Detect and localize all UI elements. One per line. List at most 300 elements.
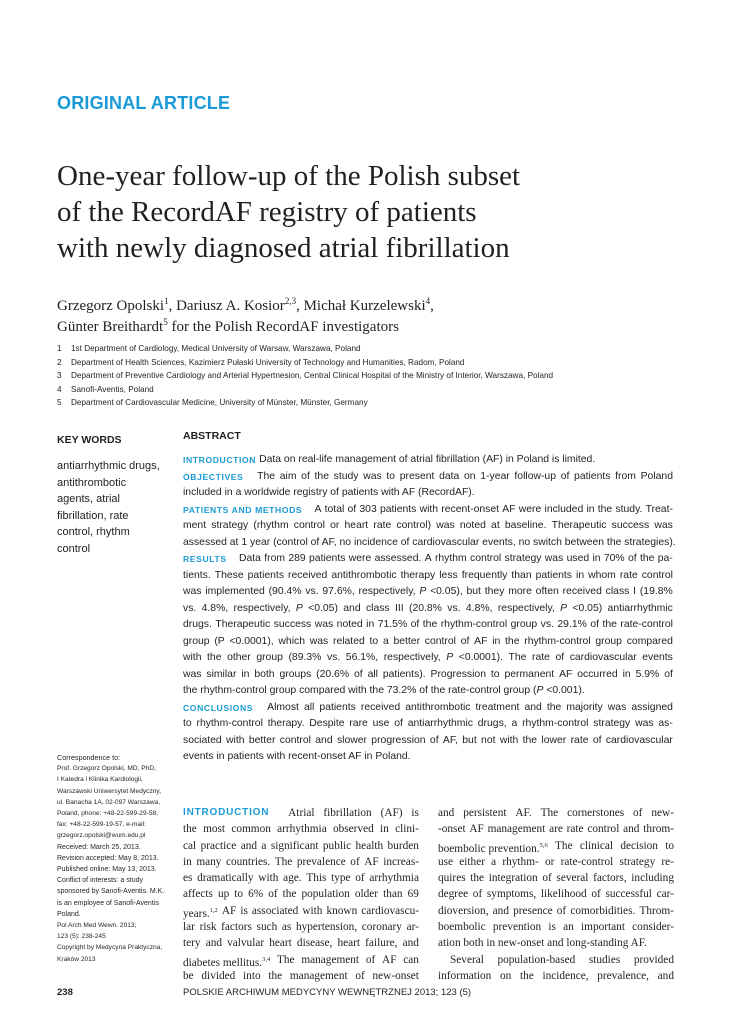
- word: control): [396, 520, 432, 531]
- word: permanent: [504, 668, 555, 680]
- word: with: [419, 503, 439, 515]
- author: , Michał Kurzelewski: [296, 298, 426, 314]
- word: divided: [201, 969, 236, 982]
- body-text: boembolic prevention.: [438, 842, 540, 855]
- affiliation-text: Department of Cardiovascular Medicine, University of Münster, Münster, Germany: [71, 398, 368, 408]
- word: A: [314, 503, 322, 515]
- word: progression: [371, 734, 426, 746]
- affiliation: [57, 356, 697, 370]
- word: P: [446, 652, 454, 663]
- word: was: [654, 520, 673, 531]
- word: 29.1%: [557, 619, 587, 630]
- word: pa-: [657, 553, 673, 564]
- correspondence-line: I Katedra i Klinika Kardiologii,: [57, 776, 143, 784]
- affiliation-number: 3: [57, 371, 62, 381]
- word: (19.8%: [639, 586, 673, 597]
- word: The: [257, 470, 276, 482]
- word: rate: [373, 520, 392, 531]
- word: other: [227, 652, 251, 663]
- word: 4.8%,: [201, 602, 229, 614]
- word: implemented: [205, 586, 265, 597]
- word: type: [331, 872, 351, 885]
- word: A: [424, 553, 432, 564]
- word: group: [183, 635, 210, 647]
- word: to: [234, 888, 244, 901]
- word: rhythm-control: [524, 635, 591, 647]
- word: likelihood: [540, 888, 587, 901]
- word: patients: [319, 701, 356, 713]
- word: control: [424, 635, 456, 647]
- affiliation: [57, 369, 697, 383]
- word: practice: [200, 839, 237, 852]
- word: the: [183, 823, 197, 836]
- word: AF.: [515, 807, 532, 819]
- word: P: [295, 602, 303, 614]
- correspondence-email: grzegorz.opolski@wum.edu.pl: [57, 832, 146, 840]
- word: in: [492, 635, 501, 647]
- affiliation-text: 1st Department of Cardiology, Medical University of Warsaw, Warszawa, Poland: [71, 344, 361, 353]
- word: of: [592, 734, 602, 746]
- word: integration: [488, 872, 538, 885]
- word: P: [560, 602, 568, 614]
- word: heart: [269, 937, 292, 950]
- word: risk: [199, 921, 217, 934]
- word: boembolic: [438, 921, 486, 934]
- word: several: [556, 872, 589, 885]
- word: cornerstones: [567, 807, 625, 819]
- word: success: [273, 619, 312, 630]
- word: 1-year: [480, 470, 510, 482]
- word: car-: [656, 888, 674, 901]
- word: to: [490, 668, 500, 680]
- body-line: [183, 838, 419, 854]
- body-line: [438, 968, 674, 984]
- abstract-line: [183, 452, 673, 469]
- word: increas-: [383, 855, 419, 868]
- word: the: [546, 701, 562, 713]
- word: (AF): [380, 807, 403, 819]
- word: can: [403, 953, 419, 966]
- word: management: [487, 823, 546, 836]
- abstract-text: assessed at 1 year (control of AF, no incidence of cardiovascular events, no switch between the strategies).: [183, 536, 676, 548]
- word: control: [293, 520, 325, 531]
- word: public: [322, 839, 352, 852]
- citation-ref: 5,6: [539, 841, 548, 849]
- word: of: [591, 888, 601, 901]
- affiliation-number: 2: [57, 357, 62, 367]
- word: (89.3%: [288, 652, 322, 663]
- word: of: [460, 635, 470, 647]
- word: better: [248, 734, 276, 746]
- abstract-label: RESULTS: [183, 554, 227, 564]
- word: health: [355, 839, 384, 852]
- word: rhythm: [434, 553, 467, 564]
- word: The: [274, 855, 293, 868]
- word: than: [511, 569, 532, 581]
- affiliation-number: 5: [57, 398, 62, 408]
- word: was: [314, 619, 334, 630]
- word: all: [367, 668, 378, 680]
- word: 71.5%: [377, 619, 408, 630]
- word: vs.: [447, 602, 461, 614]
- word: treatment: [475, 701, 520, 713]
- word: of: [627, 553, 637, 564]
- word: and: [492, 904, 509, 917]
- word: a: [261, 839, 267, 852]
- abstract-line: [183, 683, 673, 700]
- affiliation-text: Department of Health Sciences, Kazimierz Pułaski University of Technology and Humanities, Radom, Poland: [71, 357, 465, 367]
- word: <0.0001).: [458, 652, 503, 663]
- abstract-body: [183, 452, 676, 766]
- body-column-right: [438, 805, 674, 984]
- word: class: [605, 586, 630, 597]
- word: Treat-: [645, 503, 673, 515]
- word: sociated: [183, 734, 222, 746]
- word: (20.8%: [409, 602, 442, 614]
- author-sep: ,: [430, 298, 434, 314]
- word: but: [462, 734, 477, 746]
- word: antiarrhythmic: [607, 602, 673, 614]
- word: fibrillation: [323, 807, 372, 819]
- abstract-label-introduction: INTRODUCTION: [183, 455, 257, 465]
- keywords-list: [57, 458, 167, 557]
- word: respectively,: [383, 652, 441, 663]
- title-line: with newly diagnosed atrial fibrillation: [57, 232, 510, 264]
- copyright-line: Copyright by Medycyna Praktyczna,: [57, 944, 163, 952]
- abstract-text: included in a worldwide registry of patients with AF (RecordAF).: [183, 487, 475, 498]
- body-line: [438, 838, 674, 854]
- abstract-line: [183, 502, 673, 519]
- keyword-line: antiarrhythmic drugs,: [57, 460, 160, 472]
- word: of: [355, 872, 365, 885]
- word: prevalence,: [597, 969, 649, 982]
- word: strategy: [211, 520, 249, 531]
- word: be: [183, 969, 194, 982]
- abstract-line: [183, 700, 673, 717]
- word: rate-control: [560, 855, 614, 868]
- word: degree: [438, 888, 469, 901]
- word: to: [665, 839, 674, 852]
- word: (20.6%: [316, 668, 350, 680]
- word: of: [560, 470, 570, 482]
- word: factors: [221, 921, 252, 934]
- word: of: [472, 888, 483, 901]
- body-line: [183, 903, 419, 919]
- word: control: [279, 734, 311, 746]
- word: AF: [469, 823, 484, 836]
- word: of: [394, 718, 403, 729]
- word: a: [382, 635, 389, 647]
- word: study: [333, 470, 359, 482]
- word: control: [641, 569, 673, 581]
- author: , Dariusz A. Kosior: [168, 298, 285, 314]
- intro-label: INTRODUCTION: [183, 807, 270, 818]
- word: respectively,: [233, 602, 291, 614]
- word: III: [394, 602, 404, 614]
- word: antithrombotic: [331, 569, 397, 581]
- word: to: [183, 718, 192, 729]
- word: patients).: [382, 668, 426, 680]
- word: Several: [450, 953, 484, 966]
- word: the: [522, 734, 538, 746]
- word: is: [411, 807, 419, 819]
- affiliation: [57, 342, 697, 356]
- word: in: [592, 553, 601, 564]
- word: with: [499, 734, 519, 746]
- author-affil: 2,3: [284, 296, 297, 306]
- word: more: [508, 586, 532, 597]
- word: re-: [661, 855, 674, 868]
- word: to: [369, 635, 379, 647]
- correspondence-line: Prof. Grzegorz Opolski, MD, PhD,: [57, 765, 156, 773]
- word: P: [419, 586, 427, 597]
- word: strategy: [593, 718, 631, 729]
- word: the: [282, 888, 297, 901]
- word: 303: [359, 503, 377, 515]
- word: age.: [283, 872, 302, 885]
- word: (90.4%: [268, 586, 302, 597]
- word: events: [642, 652, 673, 663]
- word: therapy.: [267, 718, 305, 729]
- word: of: [353, 668, 363, 680]
- word: either: [459, 855, 485, 868]
- word: with: [258, 872, 279, 885]
- word: rate: [619, 569, 638, 581]
- word: of: [664, 668, 673, 680]
- word: compared: [626, 635, 673, 647]
- word: the: [314, 470, 329, 482]
- abstract-text: the rhythm-control group compared with the 73.2% of the rate-control group (P <0.001).: [183, 685, 585, 696]
- word: es: [183, 872, 193, 885]
- word: burden: [387, 839, 419, 852]
- word: group: [510, 619, 538, 630]
- word: factors,: [593, 872, 627, 885]
- word: from: [615, 470, 636, 482]
- affiliation: [57, 396, 697, 410]
- word: population: [301, 888, 350, 901]
- word: of: [555, 652, 565, 663]
- title-line: One-year follow-up of the Polish subset: [57, 160, 521, 192]
- word: assessed.: [374, 553, 422, 564]
- published-date: Published online: May 13, 2013.: [57, 866, 157, 874]
- correspondence-heading: Correspondence to:: [57, 753, 121, 762]
- word: into: [243, 969, 261, 982]
- affiliations: [57, 342, 697, 410]
- word: received: [288, 569, 328, 581]
- word: information: [438, 969, 492, 982]
- word: provided: [633, 953, 674, 966]
- word: These: [214, 569, 244, 581]
- abstract-line: [183, 601, 673, 618]
- word: arrhythmia: [369, 872, 419, 885]
- word: <0.0001),: [229, 635, 274, 647]
- word: valvular: [227, 937, 265, 950]
- word: a: [491, 855, 497, 868]
- body-line: [438, 805, 674, 821]
- word: received: [562, 586, 602, 597]
- word: management: [289, 969, 348, 982]
- word: both: [254, 668, 275, 680]
- word: was: [183, 586, 202, 597]
- word: baseline.: [504, 520, 547, 531]
- word: the: [422, 619, 438, 630]
- word: of: [355, 969, 365, 982]
- word: cardiovascular: [569, 652, 637, 663]
- word: data: [439, 470, 460, 482]
- word: 5.9%: [635, 668, 660, 680]
- word: patients: [379, 503, 417, 515]
- word: the: [602, 619, 617, 630]
- keyword-line: fibrillation, rate: [57, 509, 129, 522]
- word: tients.: [183, 569, 211, 581]
- correspondence-line: Poland, phone: +48-22-599-29-58,: [57, 810, 158, 818]
- word: but: [466, 586, 481, 597]
- word: important: [581, 921, 625, 934]
- word: respectively,: [358, 586, 416, 597]
- word: the: [639, 553, 655, 564]
- word: Poland: [640, 470, 673, 482]
- word: of: [350, 855, 360, 868]
- word: and: [623, 823, 640, 836]
- word: recent-onset: [441, 503, 500, 515]
- word: were: [348, 553, 372, 564]
- word: most: [203, 823, 226, 836]
- word: on: [464, 470, 476, 482]
- word: in: [366, 619, 375, 630]
- word: arrhythmia: [277, 823, 327, 836]
- word: rate: [570, 734, 589, 746]
- word: the: [519, 969, 534, 982]
- word: rate: [566, 823, 584, 836]
- word: whom: [588, 569, 616, 581]
- word: strategy: [504, 553, 542, 564]
- body-line: [438, 821, 674, 837]
- correspondence-line: ul. Banacha 1A, 02-097 Warszawa,: [57, 798, 161, 806]
- word: all: [303, 701, 315, 713]
- word: AF: [502, 503, 516, 515]
- word: and: [524, 701, 542, 713]
- page-number: 238: [57, 987, 73, 998]
- correspondence-line: fax: +48-22-599-19-57, e-mail:: [57, 821, 146, 829]
- word: or: [544, 855, 555, 868]
- word: AF: [221, 904, 237, 917]
- title-line: of the RecordAF registry of patients: [57, 196, 477, 228]
- keyword-line: control, rhythm: [57, 526, 130, 538]
- word: management: [301, 953, 360, 966]
- word: throm-: [643, 823, 674, 836]
- word: patients: [247, 569, 285, 581]
- section-label: ORIGINAL ARTICLE: [57, 93, 231, 113]
- abstract-line: [183, 535, 676, 552]
- word: as: [281, 921, 292, 934]
- word: vs.: [305, 586, 319, 597]
- word: similar: [206, 668, 237, 680]
- word: of: [347, 503, 357, 515]
- body-line: [183, 952, 419, 968]
- word: and: [657, 969, 674, 982]
- word: ar-: [406, 921, 419, 934]
- word: groups: [279, 668, 312, 680]
- word: successful: [605, 888, 652, 901]
- word: rhythm-control: [522, 718, 589, 729]
- word: than: [383, 888, 403, 901]
- word: studies: [588, 953, 621, 966]
- word: The: [276, 953, 295, 966]
- word: vs.: [326, 652, 341, 663]
- word: better: [393, 635, 421, 647]
- word: with: [183, 652, 202, 663]
- word: the: [597, 503, 613, 515]
- word: prevalence: [296, 855, 346, 868]
- word: group: [595, 635, 622, 647]
- word: I: [633, 586, 637, 597]
- word: Atrial: [288, 807, 315, 819]
- word: the: [505, 635, 520, 647]
- abstract-text: events in patients with recent-onset AF in Poland.: [183, 751, 411, 762]
- word: The: [555, 839, 573, 852]
- abstract-label: CONCLUSIONS: [183, 702, 254, 713]
- keyword-line: antithrombotic: [57, 476, 127, 489]
- abstract-line: [183, 584, 673, 601]
- word: <0.05): [308, 602, 338, 614]
- word: of: [556, 904, 567, 917]
- abstract-line: [183, 485, 673, 502]
- word: population-based: [497, 953, 576, 966]
- word: AF: [364, 855, 379, 868]
- word: tery: [183, 937, 201, 950]
- word: The: [508, 652, 527, 663]
- word: antithrombotic: [405, 701, 471, 713]
- word: clinical: [579, 839, 614, 852]
- citation-line: 123 (5): 238-245: [57, 933, 106, 941]
- word: rate-control: [620, 619, 673, 630]
- word: frequently: [461, 569, 508, 581]
- word: heart: [344, 520, 369, 531]
- word: Progression: [430, 668, 486, 680]
- word: success: [611, 520, 650, 531]
- word: often: [535, 586, 559, 597]
- word: rhythm-control: [196, 718, 263, 729]
- word: they: [484, 586, 505, 597]
- word: ment: [183, 520, 207, 531]
- correspondence-line: Warszawski Uniwersytet Medyczny,: [57, 787, 162, 795]
- word: from: [264, 553, 286, 564]
- abstract-line: [183, 617, 673, 634]
- word: presence: [513, 904, 553, 917]
- word: and: [438, 807, 455, 819]
- word: aim: [279, 470, 297, 482]
- body-line: [438, 952, 674, 968]
- word: are: [549, 823, 563, 836]
- abstract-line: [183, 634, 673, 651]
- word: use: [372, 718, 390, 729]
- word: drugs,: [477, 718, 507, 729]
- body-line: [183, 870, 419, 886]
- word: common: [231, 823, 271, 836]
- word: AF: [559, 668, 573, 680]
- word: observed: [332, 823, 374, 836]
- word: This: [306, 872, 327, 885]
- word: with: [226, 734, 245, 746]
- abstract-line: [183, 551, 673, 568]
- word: clini-: [395, 823, 419, 836]
- word: control: [587, 823, 620, 836]
- word: many: [196, 855, 222, 868]
- word: -onset: [438, 823, 466, 836]
- word: patients: [535, 569, 573, 581]
- abstract-line: [183, 518, 673, 535]
- word: patients: [309, 553, 346, 564]
